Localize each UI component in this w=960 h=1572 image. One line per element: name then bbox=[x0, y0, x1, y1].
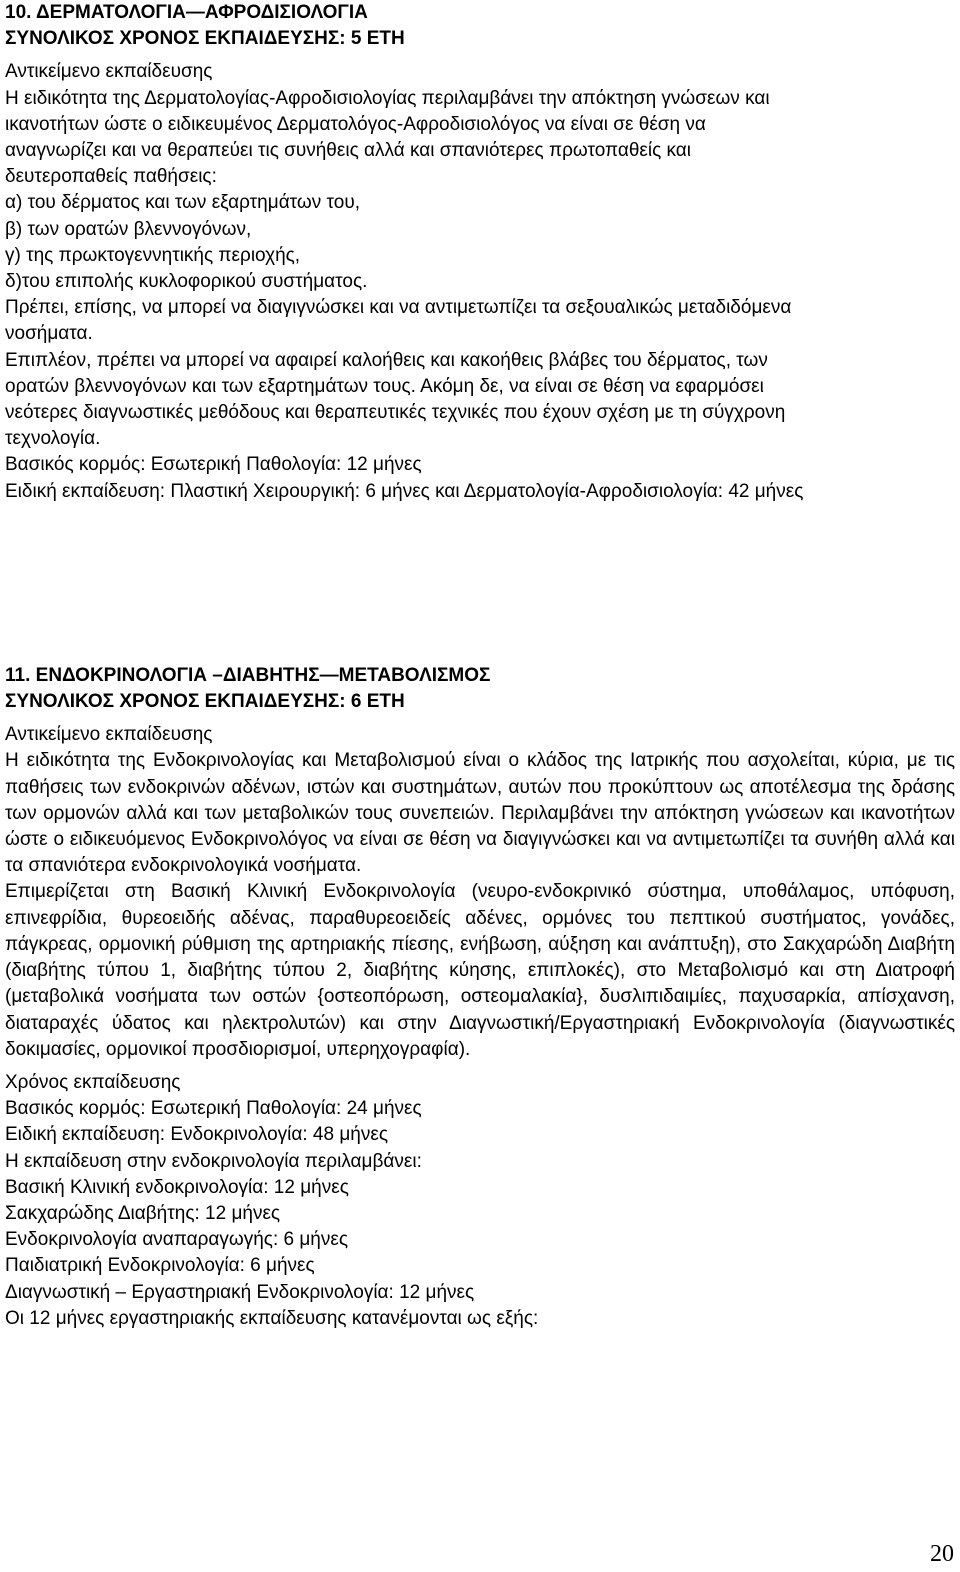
training-line: Ειδική εκπαίδευση: Ενδοκρινολογία: 48 μήνες bbox=[5, 1124, 388, 1146]
list-item: β) των ορατών βλεννογόνων, bbox=[5, 218, 252, 240]
body-line: Πρέπει, επίσης, να μπορεί να διαγιγνώσκει και να αντιμετωπίζει τα σεξουαλικώς μεταδιδόμενα bbox=[5, 297, 792, 319]
section-11-duration: ΣΥΝΟΛΙΚΟΣ ΧΡΟΝΟΣ ΕΚΠΑΙΔΕΥΣΗΣ: 6 ΕΤΗ bbox=[5, 691, 405, 713]
body-line: νεότερες διαγνωστικές μεθόδους και θεραπευτικές τεχνικές που έχουν σχέση με τη σύγχρονη bbox=[5, 402, 786, 424]
section-10-body bbox=[5, 59, 955, 504]
training-line: Ενδοκρινολογία αναπαραγωγής: 6 μήνες bbox=[5, 1229, 349, 1251]
body-line: Η ειδικότητα της Δερματολογίας-Αφροδισιολογίας περιλαμβάνει την απόκτηση γνώσεων και bbox=[5, 87, 770, 109]
specialty-training-duration: Ειδική εκπαίδευση: Πλαστική Χειρουργική: 6 μήνες και Δερματολογία-Αφροδισιολογία: 42 μήνες bbox=[5, 480, 804, 502]
section-11-body bbox=[5, 722, 955, 1332]
training-line: Βασικός κορμός: Εσωτερική Παθολογία: 24 μήνες bbox=[5, 1098, 422, 1120]
section-10-duration: ΣΥΝΟΛΙΚΟΣ ΧΡΟΝΟΣ ΕΚΠΑΙΔΕΥΣΗΣ: 5 ΕΤΗ bbox=[5, 28, 405, 50]
section-11-title: 11. ΕΝΔΟΚΡΙΝΟΛΟΓΙΑ –ΔΙΑΒΗΤΗΣ—ΜΕΤΑΒΟΛΙΣΜΟΣ bbox=[5, 664, 491, 686]
training-line: Σακχαρώδης Διαβήτης: 12 μήνες bbox=[5, 1202, 281, 1224]
training-line: Παιδιατρική Ενδοκρινολογία: 6 μήνες bbox=[5, 1255, 315, 1277]
subject-heading: Αντικείμενο εκπαίδευσης bbox=[5, 61, 213, 83]
page-number: 20 bbox=[930, 1541, 954, 1567]
training-line: Οι 12 μήνες εργαστηριακής εκπαίδευσης κατανέμονται ως εξής: bbox=[5, 1307, 539, 1329]
subject-heading: Αντικείμενο εκπαίδευσης bbox=[5, 724, 213, 746]
body-line: τεχνολογία. bbox=[5, 428, 101, 450]
body-line: νοσήματα. bbox=[5, 323, 93, 345]
list-item: α) του δέρματος και των εξαρτημάτων του, bbox=[5, 192, 361, 214]
body-line: ορατών βλεννογόνων και των εξαρτημάτων τους. Ακόμη δε, να είναι σε θέση να εφαρμόσει bbox=[5, 375, 764, 397]
paragraph-specialty-description: Η ειδικότητα της Ενδοκρινολογίας και Μεταβολισμού είναι ο κλάδος της Ιατρικής που ασχολείται, κύρια, με τις παθήσεις των ενδοκρινών αδένων, ιστών και συστημάτων, αυτών που προκύπτουν ως αποτέλεσμα της δράσης των ορμονών αλλά και των μεταβολικών τους συνεπειών. Περιλαμβάνει την απόκτηση γνώσεων και ικανοτήτων ώστε ο ειδικευόμενος Ενδοκρινολόγος να είναι σε θέση να διαγιγνώσκει και να αντιμετωπίζει τα συνήθη αλλά και τα σπανιότερα ενδοκρινολογικά νοσήματα. bbox=[5, 750, 955, 877]
list-item: δ)του επιπολής κυκλοφορικού συστήματος. bbox=[5, 271, 368, 293]
body-line: ικανοτήτων ώστε ο ειδικευμένος Δερματολόγος-Αφροδισιολόγος να είναι σε θέση να bbox=[5, 113, 706, 135]
training-line: Διαγνωστική – Εργαστηριακή Ενδοκρινολογία: 12 μήνες bbox=[5, 1281, 475, 1303]
document-page bbox=[5, 0, 955, 1332]
body-line: αναγνωρίζει και να θεραπεύει τις συνήθεις αλλά και σπανιότερες πρωτοπαθείς και bbox=[5, 140, 691, 162]
paragraph-subdivisions: Επιμερίζεται στη Βασική Κλινική Ενδοκρινολογία (νευρο-ενδοκρινικό σύστημα, υποθάλαμος, υπόφυση, επινεφρίδια, θυρεοειδής αδένας, παραθυρεοειδείς αδένες, ορμόνες του πεπτικού συστήματος, γονάδες, πάγκρεας, ορμονική ρύθμιση της αρτηριακής πίεσης, ενήβωση, αύξηση και ανάπτυξη), στο Σακχαρώδη Διαβήτη (διαβήτης τύπου 1, διαβήτης τύπου 2, διαβήτης κύησης, επιπλοκές), στο Μεταβολισμό και στη Διατροφή (μεταβολικά νοσήματα των οστών {οστεοπόρωση, οστεομαλακία}, δυσλιπιδαιμίες, παχυσαρκία, απίσχανση, διαταραχές ύδατος και ηλεκτρολυτών) και στην Διαγνωστική/Εργαστηριακή Ενδοκρινολογία (διαγνωστικές δοκιμασίες, ορμονικοί προσδιορισμοί, υπερηχογραφία). bbox=[5, 881, 955, 1060]
section-10-title: 10. ΔΕΡΜΑΤΟΛΟΓΙΑ—ΑΦΡΟΔΙΣΙΟΛΟΓΙΑ bbox=[5, 2, 368, 23]
list-item: γ) της πρωκτογεννητικής περιοχής, bbox=[5, 244, 301, 266]
body-line: δευτεροπαθείς παθήσεις: bbox=[5, 166, 217, 188]
training-time-heading: Χρόνος εκπαίδευσης bbox=[5, 1071, 181, 1093]
basic-core-duration: Βασικός κορμός: Εσωτερική Παθολογία: 12 μήνες bbox=[5, 454, 422, 476]
body-line: Επιπλέον, πρέπει να μπορεί να αφαιρεί καλοήθεις και κακοήθεις βλάβες του δέρματος, των bbox=[5, 349, 768, 371]
training-line: Η εκπαίδευση στην ενδοκρινολογία περιλαμβάνει: bbox=[5, 1150, 422, 1172]
training-line: Βασική Κλινική ενδοκρινολογία: 12 μήνες bbox=[5, 1176, 349, 1198]
